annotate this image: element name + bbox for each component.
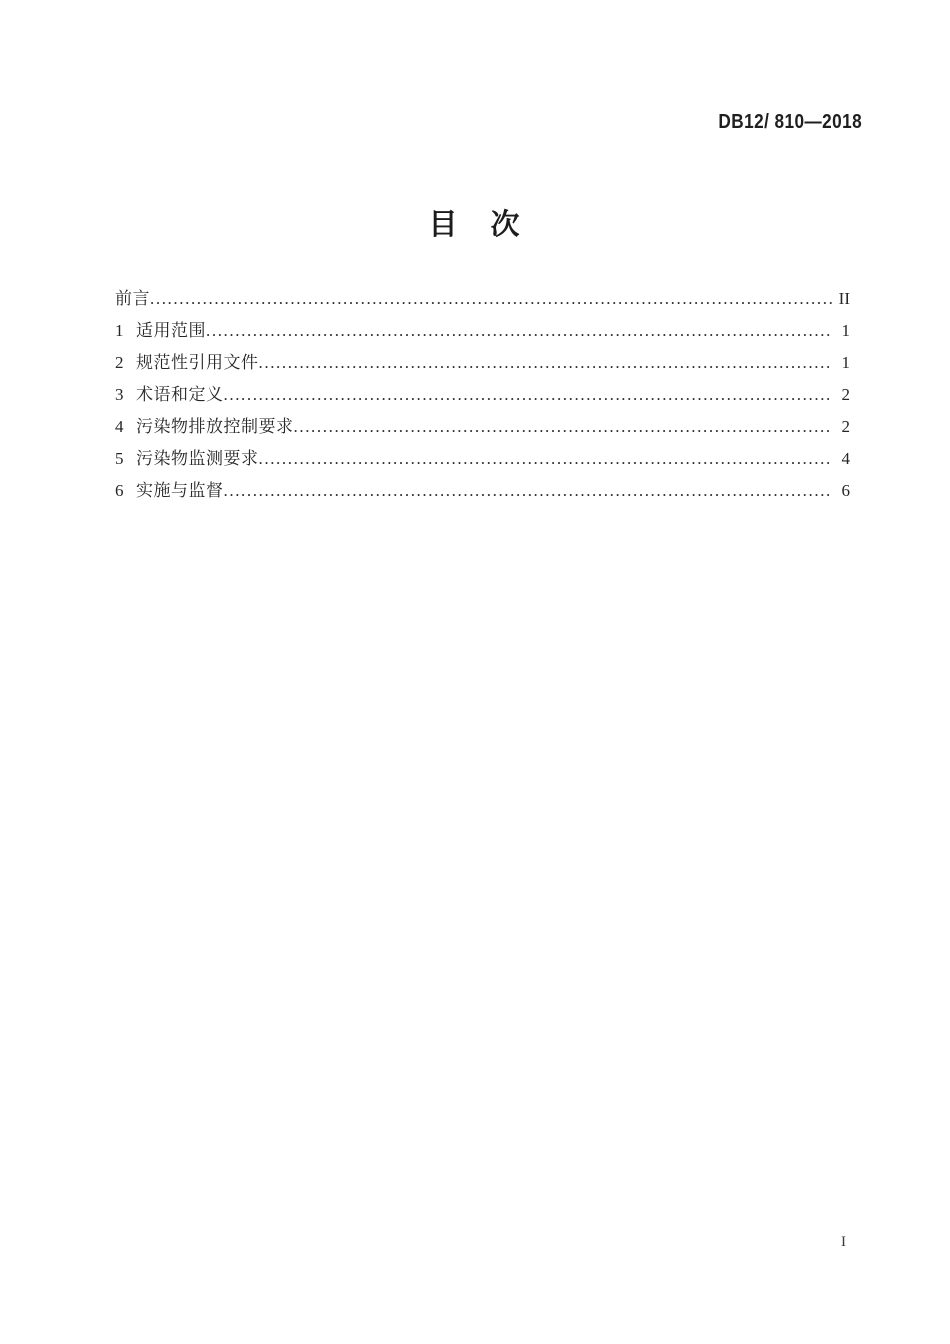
toc-entry-number: 3: [115, 385, 124, 404]
toc-entry: [115, 411, 850, 443]
toc-entry-label: 适用范围: [136, 321, 206, 340]
standard-code-text: DB12/ 810—2018: [718, 111, 862, 133]
toc-entry: [115, 443, 850, 475]
toc-entry-number: 2: [115, 353, 124, 372]
toc-entry-label: 污染物监测要求: [136, 449, 259, 468]
toc-entry: [115, 315, 850, 347]
toc-leader-dots: [294, 411, 833, 443]
toc-leader-dots: [259, 347, 833, 379]
toc-entry: [115, 347, 850, 379]
toc-entry-label: 污染物排放控制要求: [136, 417, 294, 436]
toc-leader-dots: [259, 443, 833, 475]
toc-entry-page-number: II: [838, 289, 850, 308]
toc-entry-page-number: 2: [841, 417, 850, 436]
footer-page-number: I: [841, 1234, 846, 1250]
toc-entry-number: 6: [115, 481, 124, 500]
toc-entry-page-number: 1: [841, 321, 850, 340]
toc-entry: [115, 475, 850, 507]
toc-entry-page-number: 6: [841, 481, 850, 500]
toc-entry-page-number: 4: [841, 449, 850, 468]
toc-leader-dots: [150, 283, 832, 315]
toc-entry-label: 实施与监督: [136, 481, 224, 500]
toc-entry-number: 5: [115, 449, 124, 468]
toc-list: [115, 283, 850, 507]
toc-leader-dots: [206, 315, 832, 347]
toc-entry-label: 术语和定义: [136, 385, 224, 404]
standard-code-header: [695, 111, 862, 134]
toc-leader-dots: [224, 379, 833, 411]
toc-entry-number: 4: [115, 417, 124, 436]
toc-entry-page-number: 2: [841, 385, 850, 404]
toc-entry-number: 1: [115, 321, 124, 340]
toc-entry-page-number: 1: [841, 353, 850, 372]
toc-entry-label: 前言: [115, 289, 150, 308]
toc-leader-dots: [224, 475, 833, 507]
toc-entry: [115, 283, 850, 315]
toc-entry: [115, 379, 850, 411]
toc-entry-label: 规范性引用文件: [136, 353, 259, 372]
page-title: 目 次: [428, 209, 522, 241]
